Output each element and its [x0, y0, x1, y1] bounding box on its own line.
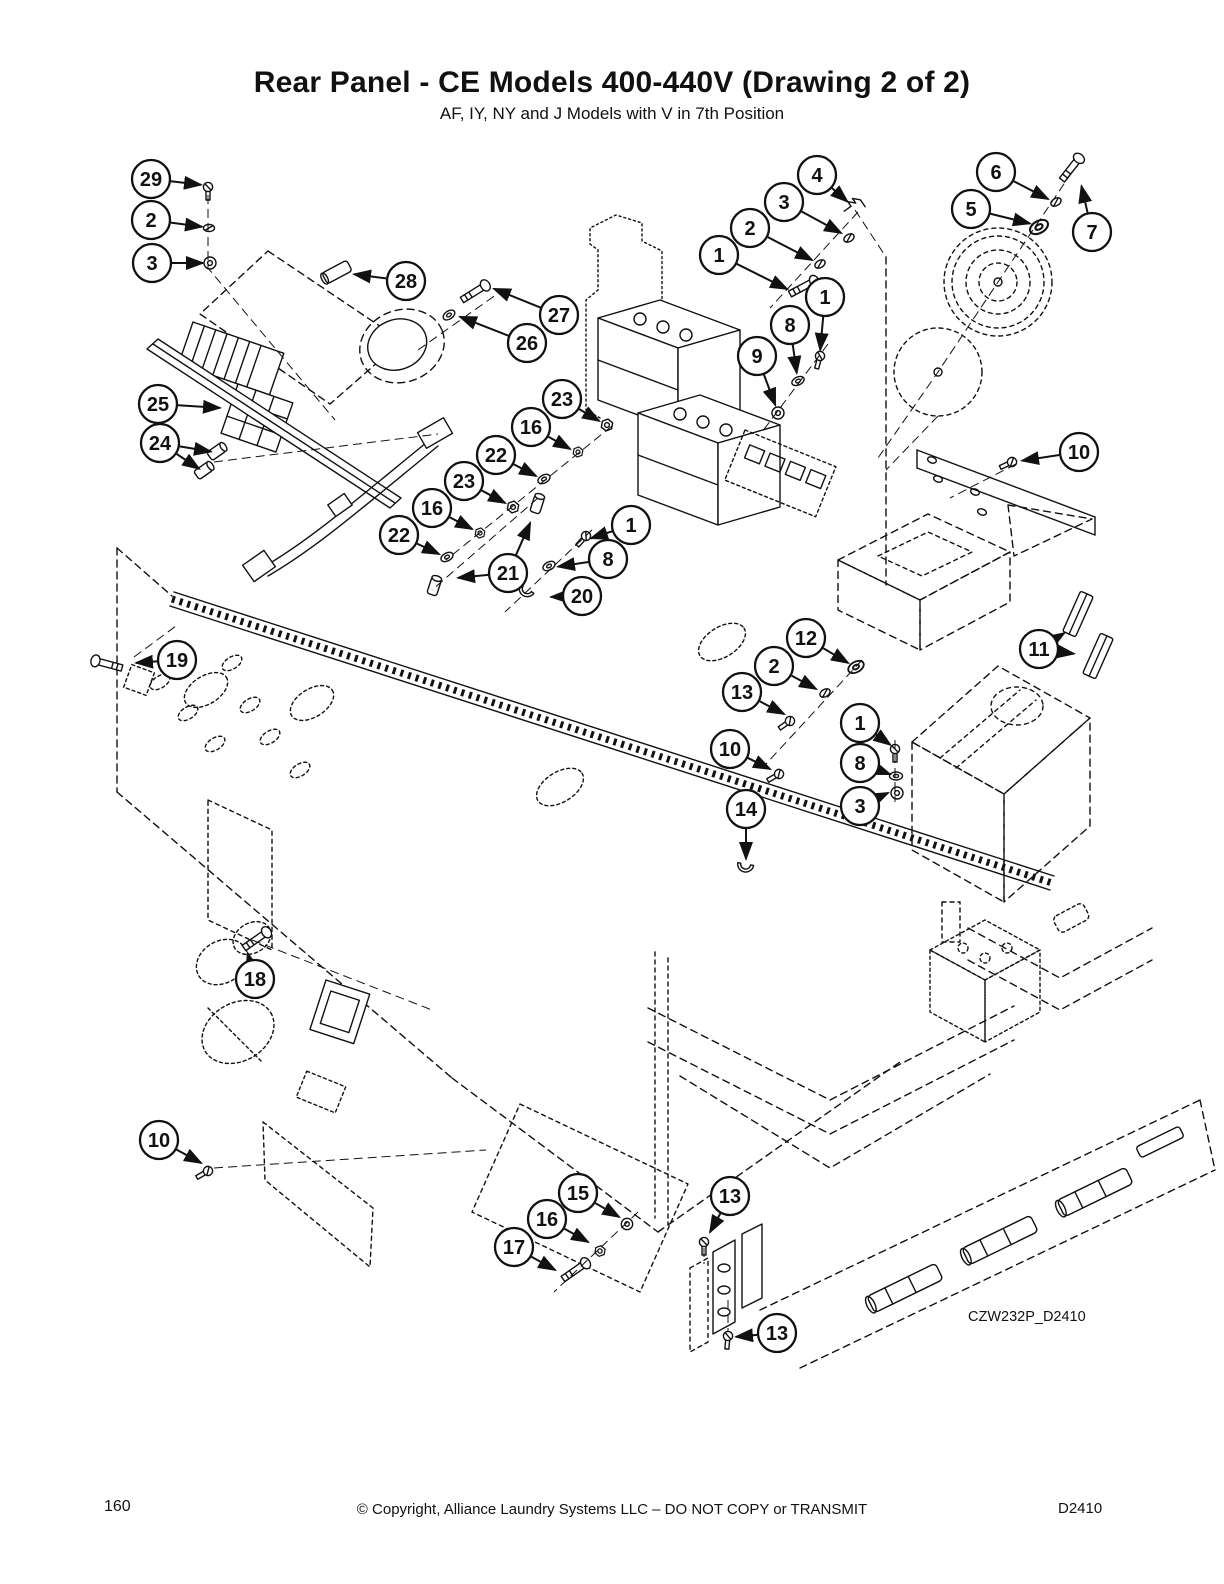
callout-number: 21 [496, 563, 520, 586]
washer-part [204, 257, 216, 269]
callout-number: 13 [730, 682, 754, 705]
bolt-part [1057, 151, 1086, 184]
cable-gland-assemblies [760, 1100, 1215, 1368]
callout-arrow [460, 317, 509, 336]
callout-arrow [178, 405, 220, 408]
spacer-part [319, 260, 352, 285]
terminal-part [194, 460, 216, 479]
callout-number: 10 [1067, 442, 1091, 465]
callout-8 [558, 540, 627, 578]
callout-arrow [764, 375, 775, 405]
callout-number: 13 [765, 1323, 789, 1346]
callout-arrow [876, 735, 890, 745]
callout-13 [710, 1177, 749, 1232]
callout-number: 3 [854, 796, 866, 819]
washer-part [890, 772, 903, 780]
callout-number: 26 [515, 333, 539, 356]
callout-arrow [990, 214, 1030, 224]
callout-24 [141, 424, 211, 469]
callout-number: 1 [819, 287, 831, 310]
callout-2 [132, 201, 202, 239]
nut-part [572, 446, 585, 458]
callout-arrow [1022, 455, 1059, 461]
callout-number: 14 [734, 799, 758, 822]
callout-number: 2 [145, 210, 157, 233]
callout-number: 16 [535, 1209, 559, 1232]
callout-number: 25 [146, 394, 170, 417]
callout-23 [543, 380, 599, 421]
callout-number: 10 [718, 739, 742, 762]
callout-number: 11 [1028, 639, 1050, 662]
callout-number: 28 [394, 271, 418, 294]
nut-part [593, 1245, 606, 1257]
washer-part [439, 550, 454, 563]
callout-arrow [1014, 181, 1048, 199]
callout-arrow [760, 701, 785, 714]
callout-number: 16 [519, 417, 543, 440]
callout-arrow [564, 1229, 588, 1242]
callout-number: 22 [484, 445, 508, 468]
callout-9 [738, 337, 776, 405]
callout-arrow [832, 188, 847, 202]
callout-number: 7 [1086, 222, 1098, 245]
callout-arrow [793, 345, 797, 373]
page-subtitle: AF, IY, NY and J Models with V in 7th Position [439, 104, 785, 123]
washer-part [621, 1218, 632, 1229]
callout-5 [952, 190, 1030, 228]
callout-number: 3 [146, 253, 158, 276]
callout-18 [236, 953, 274, 998]
callout-arrow [494, 289, 541, 308]
washer-part [1028, 217, 1051, 237]
footer-copyright: © Copyright, Alliance Laundry Systems LLC – DO NOT COPY or TRANSMIT [356, 1501, 868, 1518]
callout-number: 2 [768, 656, 780, 679]
callout-arrow [458, 575, 488, 578]
callout-arrow [820, 317, 823, 350]
callout-number: 15 [566, 1183, 590, 1206]
callout-26 [460, 317, 546, 362]
callout-8 [771, 306, 809, 373]
washer-part [842, 232, 855, 244]
callout-arrow [802, 212, 842, 234]
callout-number: 1 [713, 245, 725, 268]
callout-10 [140, 1121, 201, 1163]
callout-8 [841, 744, 890, 782]
callout-arrow [417, 544, 439, 555]
washer-part [891, 787, 903, 799]
callout-3 [133, 244, 203, 282]
callout-arrow [736, 1335, 757, 1337]
callout-arrow [737, 264, 787, 289]
callout-arrow [177, 454, 200, 469]
terminal-part [427, 574, 443, 596]
chevron-panels-bottom [648, 928, 1152, 1168]
callout-arrow [548, 437, 570, 449]
callout-19 [136, 641, 196, 679]
callout-28 [354, 262, 425, 300]
callout-number: 8 [784, 315, 796, 338]
washer-part [441, 308, 456, 322]
callout-arrow [482, 490, 506, 503]
callout-number: 22 [387, 525, 411, 548]
clip-part [844, 197, 866, 214]
washer-part [846, 658, 866, 675]
washer-part [772, 407, 784, 419]
callout-number: 12 [794, 628, 818, 651]
washer-part [790, 375, 805, 388]
screw-part [722, 1331, 733, 1349]
clamp-part [736, 863, 753, 874]
callout-29 [132, 160, 201, 198]
callout-arrow [531, 1257, 555, 1270]
callout-10 [711, 730, 770, 769]
callout-number: 8 [602, 549, 614, 572]
callout-3 [841, 787, 888, 825]
callout-arrow [878, 793, 888, 798]
callout-number: 1 [854, 713, 866, 736]
washer-part [813, 258, 826, 270]
callout-arrow [177, 1150, 202, 1163]
callout-arrow [514, 464, 537, 476]
callout-arrow [595, 1203, 619, 1217]
callout-number: 27 [547, 305, 571, 328]
callout-arrow [558, 562, 588, 567]
callout-number: 9 [751, 346, 763, 369]
washer-part [536, 472, 551, 485]
bolt-part [90, 654, 124, 674]
callout-20 [551, 577, 601, 615]
callout-arrow [579, 409, 599, 421]
callout-6 [977, 153, 1048, 199]
callout-number: 23 [452, 471, 476, 494]
callout-number: 24 [148, 433, 172, 456]
callout-arrow [136, 661, 157, 662]
callout-arrow [171, 223, 202, 227]
callout-number: 10 [147, 1130, 171, 1153]
callout-arrow [823, 648, 848, 663]
callout-arrow [792, 676, 817, 689]
callout-arrow [879, 770, 890, 774]
callout-arrow [710, 1214, 720, 1233]
screw-part [812, 350, 825, 369]
callout-number: 19 [165, 650, 189, 673]
washer-part [204, 224, 215, 231]
page-title: Rear Panel - CE Models 400-440V (Drawing 2 of 2) [253, 66, 971, 99]
callout-1 [806, 278, 844, 350]
callout-arrow [768, 237, 812, 260]
callout-10 [1022, 433, 1098, 471]
screw-part [194, 1165, 214, 1182]
callout-arrow [180, 446, 211, 451]
callout-arrow [1059, 652, 1074, 654]
screw-part [777, 715, 797, 733]
callout-arrow [171, 181, 201, 184]
callout-number: 2 [744, 218, 756, 241]
dashed-contactor-block [930, 902, 1090, 1042]
drawing-code: CZW232P_D2410 [968, 1309, 1086, 1325]
footer-doc-number: D2410 [1058, 1500, 1103, 1517]
callout-number: 18 [243, 969, 267, 992]
callout-7 [1073, 186, 1111, 251]
bottom-terminal-bracket [690, 1224, 762, 1352]
transformer-box [838, 514, 1010, 650]
callout-number: 29 [139, 169, 163, 192]
callout-arrow [516, 523, 530, 555]
callout-13 [736, 1314, 796, 1352]
callout-number: 17 [502, 1237, 526, 1260]
callout-arrow [450, 517, 473, 529]
washer-part [818, 687, 831, 699]
bolt-part [560, 1256, 593, 1284]
callout-4 [798, 156, 847, 202]
contactor-lower [638, 395, 780, 525]
callout-arrow [591, 531, 612, 538]
callout-number: 23 [550, 389, 574, 412]
screw-part [998, 456, 1018, 472]
callout-arrow [1056, 633, 1064, 638]
callout-number: 4 [811, 165, 823, 188]
callout-number: 13 [718, 1186, 742, 1209]
callout-11 [1020, 630, 1074, 668]
footer-page-number: 160 [104, 1498, 131, 1515]
callout-14 [727, 790, 765, 859]
callout-number: 1 [625, 515, 637, 538]
callout-number: 5 [965, 199, 977, 222]
trim-extrusions [1063, 591, 1114, 679]
callout-arrow [1081, 186, 1087, 213]
callout-number: 8 [854, 753, 866, 776]
callout-1 [591, 506, 650, 544]
callout-12 [787, 619, 848, 663]
callout-arrow [354, 274, 386, 278]
callout-1 [841, 704, 890, 745]
screw-part [765, 768, 785, 785]
callout-number: 16 [420, 498, 444, 521]
callout-25 [139, 385, 220, 423]
callout-number: 6 [990, 162, 1002, 185]
callout-number: 20 [570, 586, 594, 609]
callout-number: 3 [778, 192, 790, 215]
